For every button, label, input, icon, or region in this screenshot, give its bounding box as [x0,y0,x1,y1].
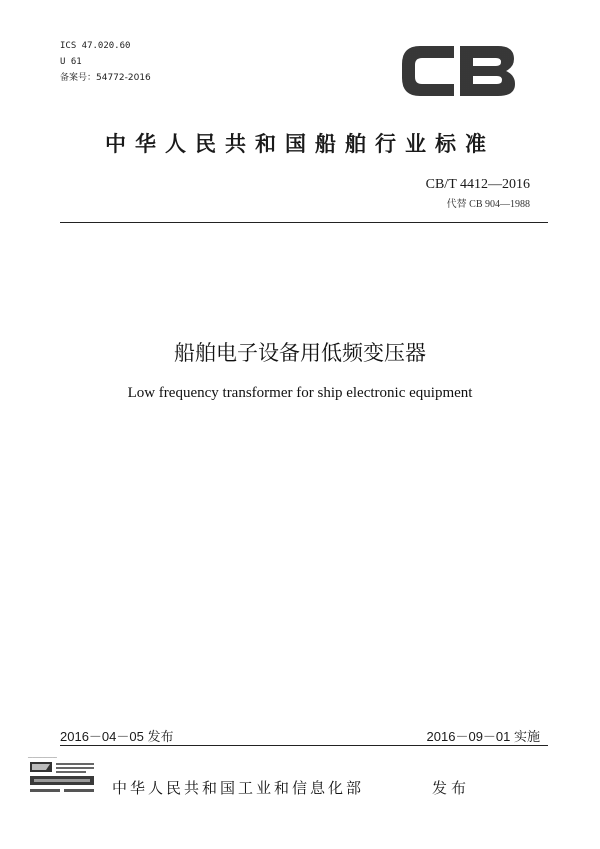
anti-counterfeit-stamp: ──────────── [28,755,98,815]
document-title-en: Low frequency transformer for ship electronic equipment [127,385,473,401]
replaces-standard: 代替 CB 904—1988 [446,199,530,210]
standard-type-title: 中华人民共和国船舶行业标准 [105,132,495,156]
issuing-authority: 中华人民共和国工业和信息化部 [112,779,365,797]
header-divider [60,222,548,223]
publish-date: 2016－04－05 发布 [60,729,174,744]
effective-date: 2016－09－01 实施 [426,729,540,744]
document-title-cn: 船舶电子设备用低频变压器 [174,341,426,365]
cb-logo [398,40,518,102]
ics-code: ICS 47.020.60 [60,41,131,51]
footer-divider [60,745,548,746]
publish-label: 发布 [432,779,471,797]
stamp-graphic [28,760,98,802]
filing-number: 备案号：54772-2016 [60,73,151,83]
classification-code: U 61 [60,57,82,67]
standard-number: CB/T 4412—2016 [425,177,530,192]
